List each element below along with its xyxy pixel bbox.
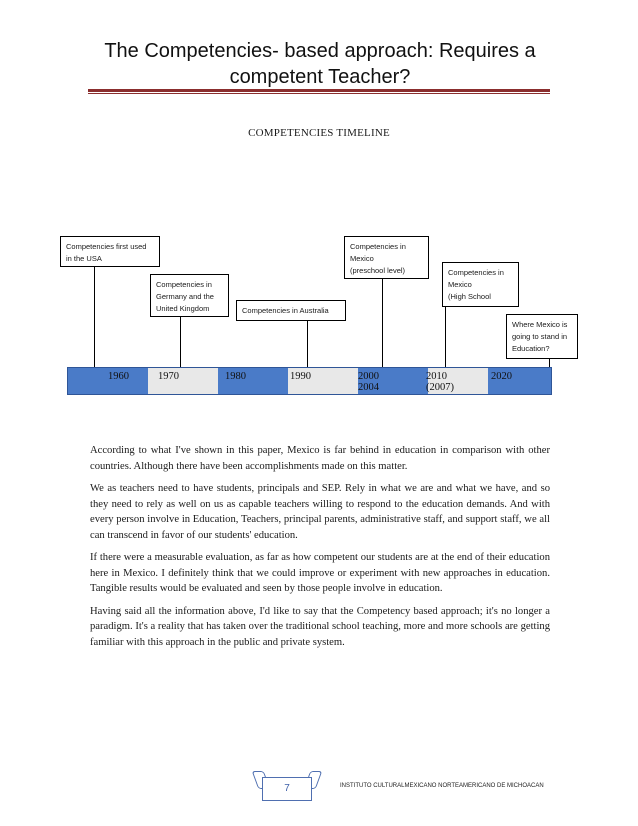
year-label: 2000 2004	[358, 371, 379, 393]
connector-line-australia	[307, 320, 308, 367]
paragraph: According to what I've shown in this paper, Mexico is far behind in education in comparison with other countries. Although there have been accomplishments made on this matter.	[90, 445, 550, 472]
connector-line-future	[549, 358, 550, 367]
title-divider	[88, 89, 550, 92]
callout-australia: Competencies in Australia	[236, 300, 346, 321]
year-label: 1970	[158, 371, 179, 382]
callout-usa: Competencies first used in the USA	[60, 236, 160, 267]
year-label: 1980	[225, 371, 246, 382]
connector-line-mexico-highschool	[445, 306, 446, 367]
footer-institution: INSTITUTO CULTURALMEXICANO NORTEAMERICANO DE MICHOACAN	[340, 783, 544, 789]
connector-line-mexico-preschool	[382, 278, 383, 367]
page-title: The Competencies- based approach: Requires a competent Teacher?	[104, 40, 536, 88]
paragraph: If there were a measurable evaluation, as far as how competent our students are at the end of their education here in Mexico. I definitely think that we could improve or experiment with new approaches in education. Tangible results would be evaluated and seen by those people involve in education.	[90, 552, 550, 594]
year-label: 2010 (2007)	[426, 371, 454, 393]
callout-mexico-future: Where Mexico is going to stand in Education?	[506, 314, 578, 359]
body-text	[90, 443, 550, 657]
paragraph: We as teachers need to have students, principals and SEP. Rely in what we are and what we have, and so they need to rely as well on us as capable teachers willing to respond to the education demands. And with every person involve in Education, Teachers, principal parents, administrative staff, and support staff, we all can transcend in favor of our students' education.	[90, 483, 550, 541]
year-label: 1960	[108, 371, 129, 382]
connector-line-germany	[180, 316, 181, 367]
title-divider-thin	[88, 93, 550, 94]
timeline-bar	[67, 367, 552, 395]
connector-line-usa	[94, 266, 95, 367]
callout-mexico-highschool: Competencies in Mexico (High School	[442, 262, 519, 307]
callout-mexico-preschool: Competencies in Mexico (preschool level)	[344, 236, 429, 279]
paragraph: Having said all the information above, I'd like to say that the Competency based approach; it's no longer a paradigm. It's a reality that has taken over the traditional school teaching, more and more schools are getting familiar with this approach in the public and private system.	[90, 605, 550, 648]
year-label: 1990	[290, 371, 311, 382]
timeline-heading: COMPETENCIES TIMELINE	[248, 127, 390, 139]
callout-germany-uk: Competencies in Germany and the United Kingdom	[150, 274, 229, 317]
page-number: 7	[262, 777, 312, 801]
year-label: 2020	[491, 371, 512, 382]
